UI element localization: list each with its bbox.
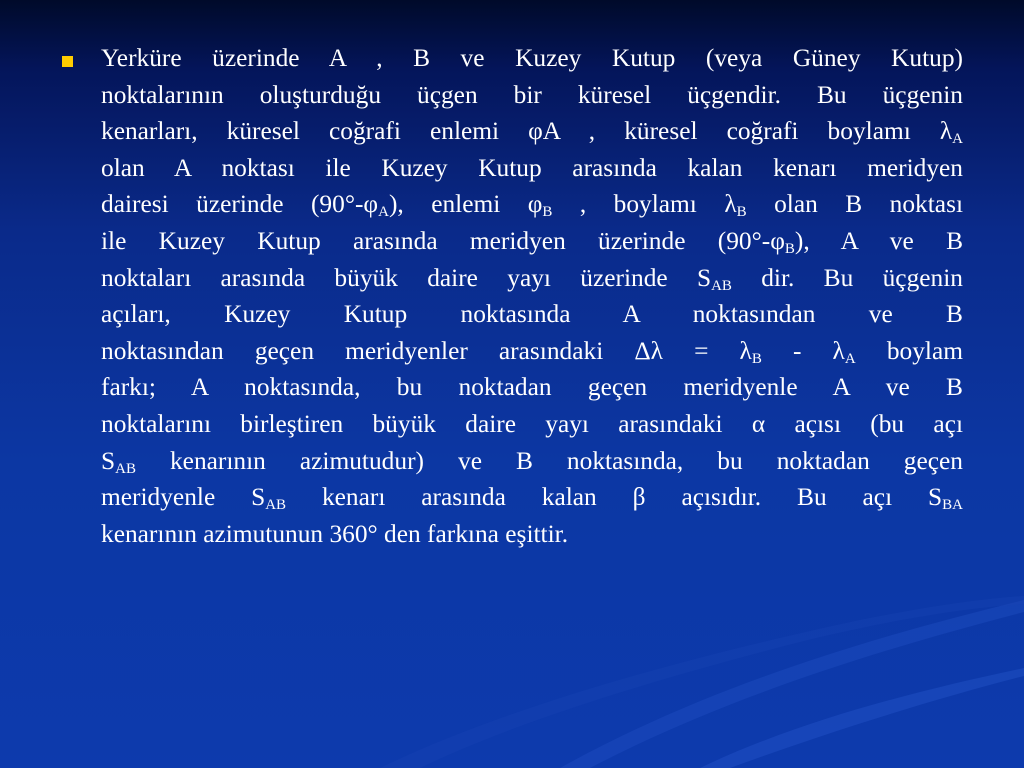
paragraph-line: olan A noktası ile Kuzey Kutup arasında kalan kenarı meridyen <box>101 153 963 182</box>
bullet-marker <box>62 56 73 67</box>
paragraph-line: dairesi üzerinde $(90^\circ-\varphi_A)$, enlemi $\varphi_B$ , boylamı $\lambda_B$ olan B noktası <box>101 190 963 221</box>
paragraph-line: $S_{AB}$ kenarının azimutudur) ve B noktasında, bu noktadan geçen <box>101 446 963 477</box>
paragraph-line: noktaları arasında büyük daire yayı üzerinde $S_{AB}$ dir. Bu üçgenin <box>101 263 963 294</box>
slide-paragraph <box>101 40 963 552</box>
paragraph-line: noktalarının oluşturduğu üçgen bir küresel üçgendir. Bu üçgenin <box>101 80 963 109</box>
paragraph-line: meridyenle $S_{AB}$ kenarı arasında kalan β açısıdır. Bu açı $S_{BA}$ <box>101 483 963 514</box>
paragraph-line: açıları, Kuzey Kutup noktasında A noktasından ve B <box>101 300 963 329</box>
paragraph-line: noktasından geçen meridyenler arasındaki $\Delta\lambda = \lambda_B - \lambda_A$ boylam <box>101 336 963 367</box>
paragraph-line: kenarının azimutunun 360° den farkına eşittir. <box>101 519 569 548</box>
paragraph-line: Yerküre üzerinde A , B ve Kuzey Kutup (veya Güney Kutup) <box>101 44 963 72</box>
paragraph-line: noktalarını birleştiren büyük daire yayı arasındaki α açısı (bu açı <box>101 409 963 438</box>
paragraph-line: kenarları, küresel coğrafi enlemi φA , küresel coğrafi boylamı $\lambda_A$ <box>101 117 963 148</box>
paragraph-line: ile Kuzey Kutup arasında meridyen üzerinde $(90^\circ-\varphi_B)$, A ve B <box>101 226 964 257</box>
paragraph-line: farkı; A noktasında, bu noktadan geçen meridyenle A ve B <box>101 373 963 402</box>
